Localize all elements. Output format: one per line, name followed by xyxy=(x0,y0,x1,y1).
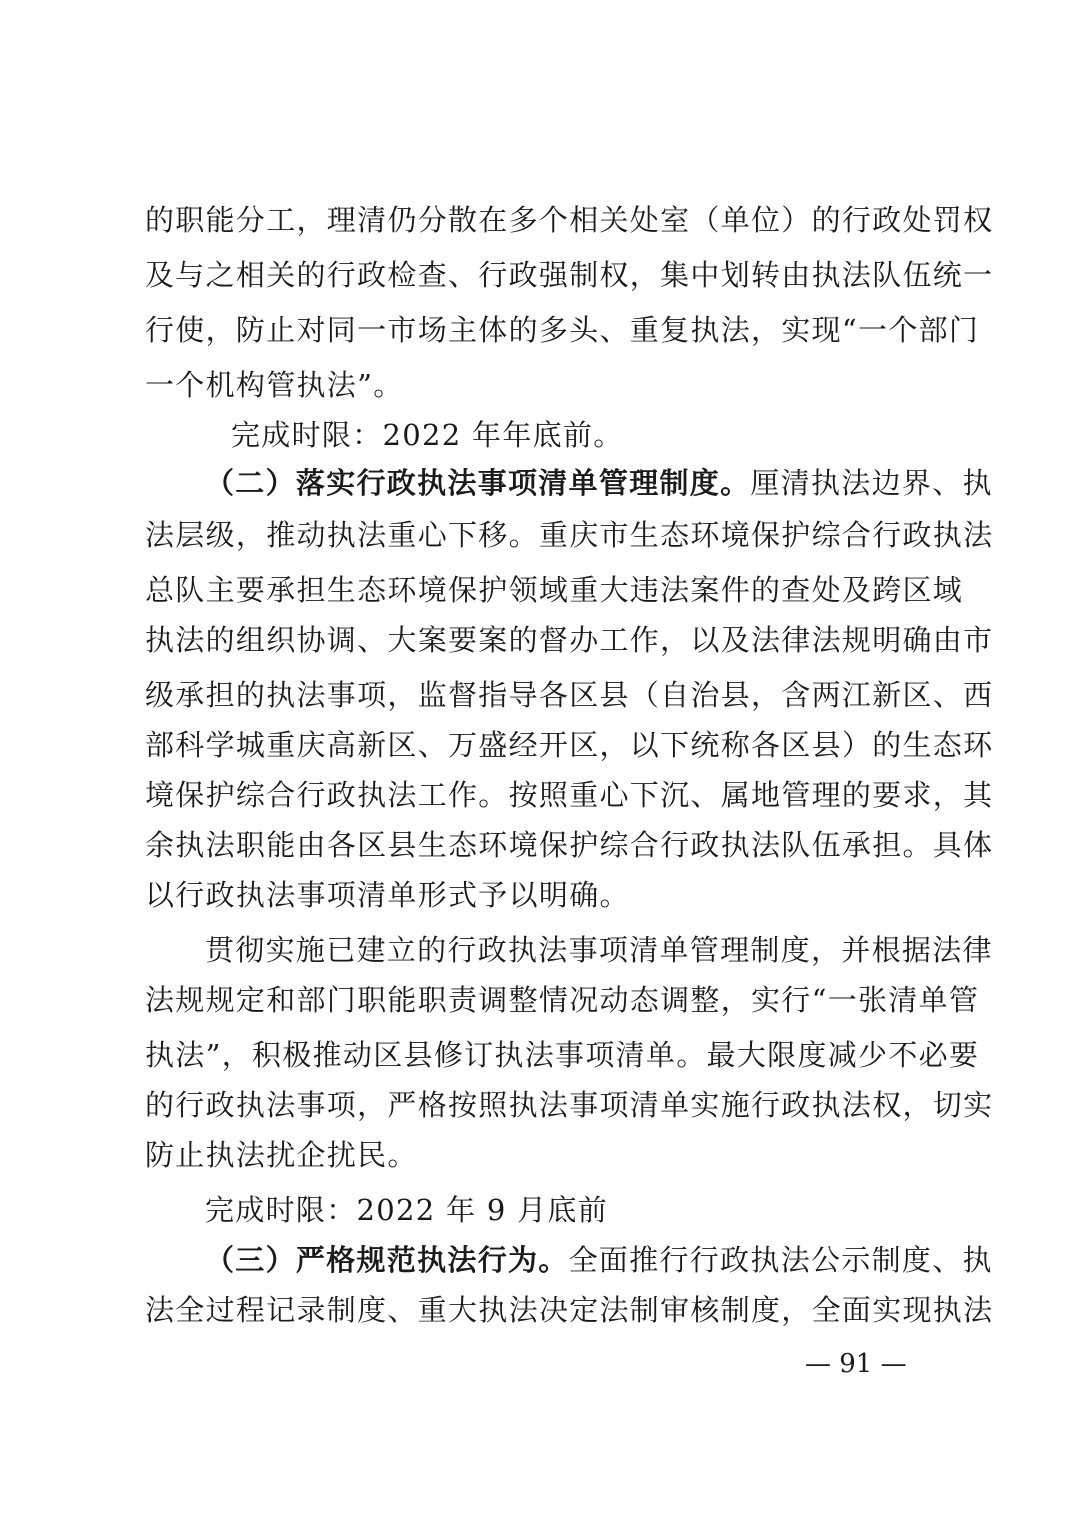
body-text: 厘清执法边界、执 xyxy=(750,466,993,500)
section-heading-line xyxy=(205,1240,993,1280)
body-line: 级承担的执法事项，监督指导各区县（自治县，含两江新区、西 xyxy=(145,678,994,712)
deadline-line: 完成时限：2022 年年底前。 xyxy=(231,418,624,452)
body-line: 的行政执法事项，严格按照执法事项清单实施行政执法权，切实 xyxy=(145,1088,994,1122)
body-line: 贯彻实施已建立的行政执法事项清单管理制度，并根据法律 xyxy=(205,933,993,967)
deadline-line: 完成时限：2022 年 9 月底前 xyxy=(205,1193,609,1227)
body-line: 法全过程记录制度、重大执法决定法制审核制度，全面实现执法 xyxy=(145,1293,994,1327)
body-line: 行使，防止对同一市场主体的多头、重复执法，实现“一个部门 xyxy=(145,313,980,347)
body-text: 全面推行行政执法公示制度、执 xyxy=(568,1243,993,1277)
body-line: 法层级，推动执法重心下移。重庆市生态环境保护综合行政执法 xyxy=(145,518,994,552)
body-line: 防止执法扰企扰民。 xyxy=(145,1138,418,1172)
body-line: 总队主要承担生态环境保护领域重大违法案件的查处及跨区域 xyxy=(145,573,964,607)
body-line: 执法”，积极推动区县修订执法事项清单。最大限度减少不必要 xyxy=(145,1038,980,1072)
body-line: 法规规定和部门职能职责调整情况动态调整，实行“一张清单管 xyxy=(145,983,980,1017)
section-heading: （三）严格规范执法行为。 xyxy=(205,1243,569,1277)
body-line: 以行政执法事项清单形式予以明确。 xyxy=(145,878,630,912)
section-heading-line xyxy=(205,463,993,503)
body-line: 一个机构管执法”。 xyxy=(145,368,404,402)
body-line: 境保护综合行政执法工作。按照重心下沉、属地管理的要求，其 xyxy=(145,778,994,812)
body-line: 部科学城重庆高新区、万盛经开区，以下统称各区县）的生态环 xyxy=(145,728,994,762)
page-number: — 91 — xyxy=(805,1349,907,1379)
body-line: 的职能分工，理清仍分散在多个相关处室（单位）的行政处罚权 xyxy=(145,203,994,237)
section-heading: （二）落实行政执法事项清单管理制度。 xyxy=(205,466,751,500)
body-line: 及与之相关的行政检查、行政强制权，集中划转由执法队伍统一 xyxy=(145,258,994,292)
body-line: 余执法职能由各区县生态环境保护综合行政执法队伍承担。具体 xyxy=(145,828,994,862)
body-line: 执法的组织协调、大案要案的督办工作，以及法律法规明确由市 xyxy=(145,623,994,657)
